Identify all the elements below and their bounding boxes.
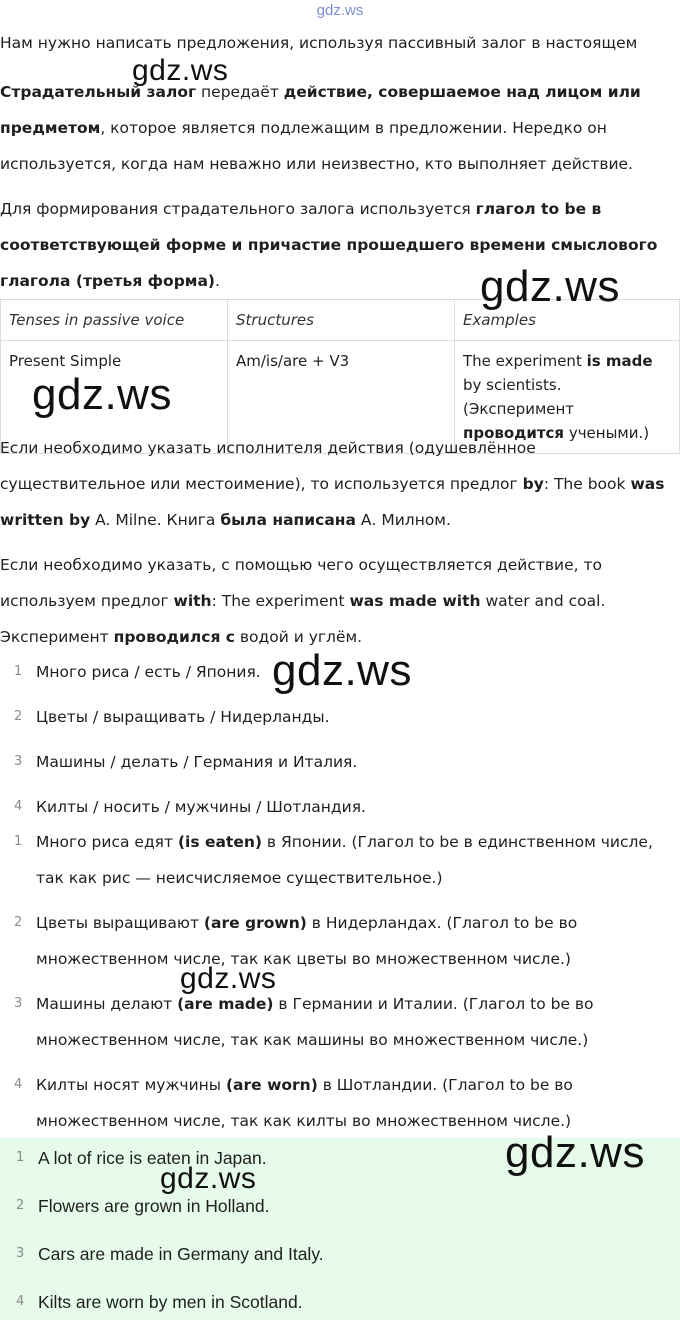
table-header-tenses: Tenses in passive voice: [1, 300, 228, 341]
intro-paragraph: Нам нужно написать предложения, используя пассивный залог в настоящем: [0, 34, 638, 52]
watermark: gdz.ws: [132, 54, 229, 87]
with-preposition-paragraph: Если необходимо указать, с помощью чего осуществляется действие, то используем предлог with: The experiment was made with water and coal. Эксперимент проводился с водой и углём.: [0, 556, 606, 646]
answers-block: 1 A lot of rice is eaten in Japan. 2 Flowers are grown in Holland. 3 Cars are made in Germany and Italy. 4 Kilts are worn by men in Scotland.: [0, 1138, 680, 1320]
watermark: gdz.ws: [505, 1128, 645, 1177]
watermark: gdz.ws: [32, 370, 172, 419]
table-cell-tense: Present Simple: [1, 341, 228, 454]
site-logo: gdz.ws: [316, 2, 364, 19]
by-preposition-paragraph: Если необходимо указать исполнителя действия (одушевлённое существительное или местоимение), то используется предлог by: The book was written by A. Milne. Книга была написана А. Милном.: [0, 439, 665, 529]
table-cell-example: The experiment is made by scientists. (Эксперимент проводится учеными.): [455, 341, 680, 454]
watermark: gdz.ws: [180, 962, 277, 995]
table-header-structures: Structures: [228, 300, 455, 341]
passive-definition-paragraph: Страдательный залог передаёт действие, совершаемое над лицом или предметом, которое является подлежащим в предложении. Нередко он используется, когда нам неважно или неизвестно, кто выполняет действие.: [0, 83, 641, 173]
watermark: gdz.ws: [160, 1162, 257, 1195]
watermark: gdz.ws: [272, 646, 412, 695]
table-header-examples: Examples: [455, 300, 680, 341]
table-cell-structure: Am/is/are + V3: [228, 341, 455, 454]
watermark: gdz.ws: [480, 262, 620, 311]
passive-formation-paragraph: Для формирования страдательного залога используется глагол to be в соответствующей форме и причастие прошедшего времени смыслового глагола (третья форма).: [0, 200, 658, 290]
